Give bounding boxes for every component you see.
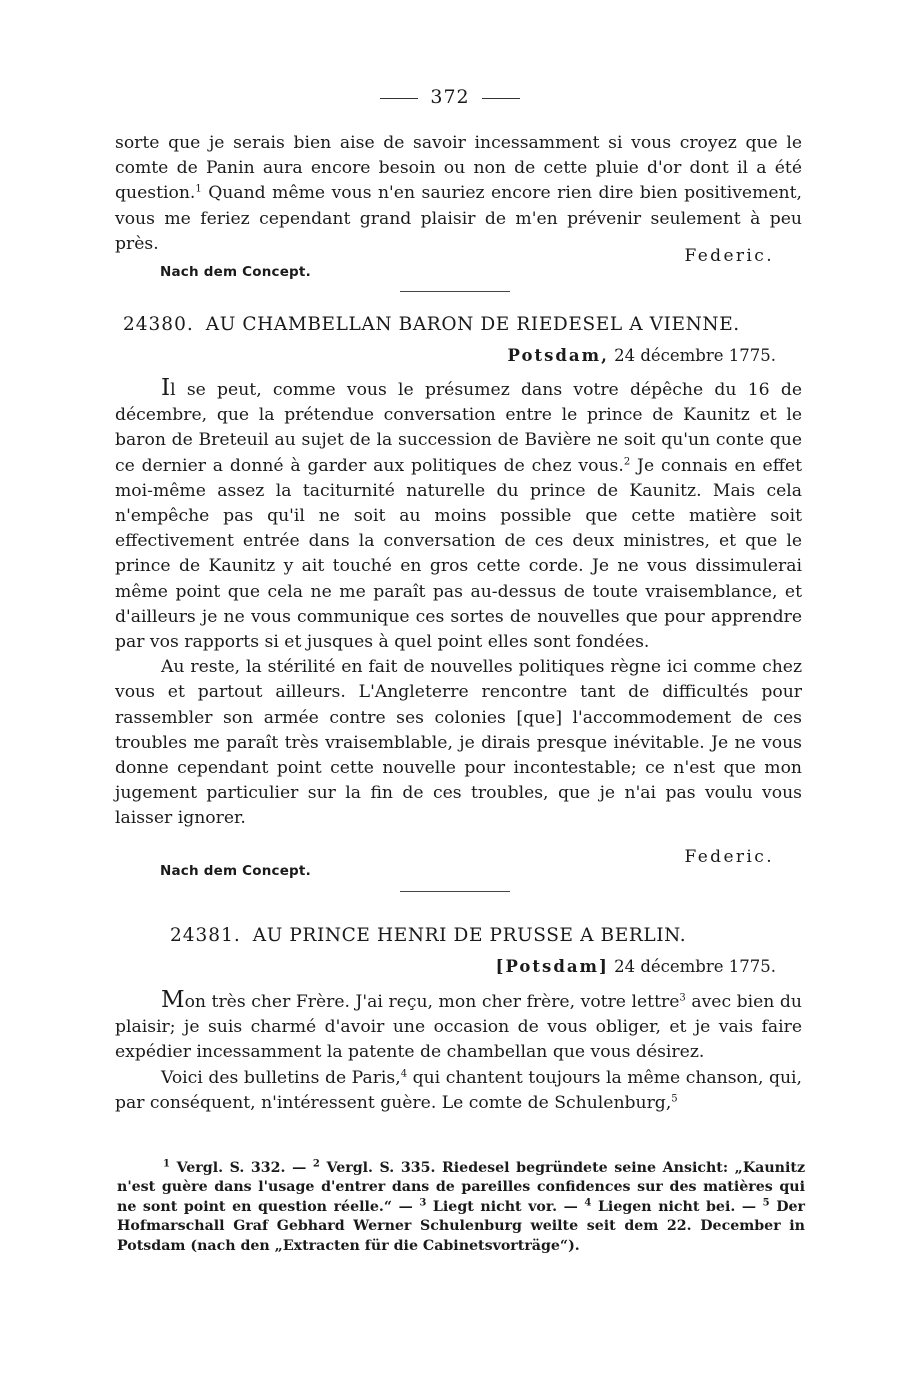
signature: Federic. bbox=[684, 246, 774, 266]
separator-rule bbox=[400, 291, 510, 292]
letter-title: AU CHAMBELLAN BARON DE RIEDESEL A VIENNE. bbox=[205, 314, 740, 335]
letter-date: 24 décembre 1775. bbox=[614, 346, 776, 365]
letter-body bbox=[115, 988, 802, 1116]
footnote-ref: 4 bbox=[400, 1067, 408, 1079]
footnote-marker: 1 bbox=[163, 1158, 170, 1170]
letter-continuation bbox=[115, 131, 802, 257]
footnote-ref: 1 bbox=[195, 183, 202, 195]
separator-rule bbox=[400, 891, 510, 892]
page-header bbox=[0, 86, 900, 108]
footnote-block: $^1$ Vergl. S. 332. — $^2$ Vergl. S. 335. Riedesel begründete seine Ansicht: „Kaunitz n'est guère dans l'usage d'entrer dans de pareilles confidences sur des matières qui ne sont point en question réelle.“ — $^3$ Liegt nicht vor. — $^4$ Liegen nicht bei. — $^5$ Der Hofmarschall Graf Gebhard Werner Schulenburg weilte seit dem 22. December in Potsdam (nach den „Extracten für die Cabinetsvorträge“). bbox=[117, 1158, 806, 1254]
header-dash-right bbox=[482, 98, 520, 99]
body-paragraph: Mon très cher Frère. J'ai reçu, mon cher frère, votre lettre$^3$ avec bien du plaisir; je suis charmé d'avoir une occasion de vous obliger, et je vais faire expédier incessamment la patente de chambellan que vous désirez. bbox=[115, 987, 802, 1063]
continuation-paragraph: sorte que je serais bien aise de savoir incessamment si vous croyez que le comte de Panin aura encore besoin ou non de cette pluie d'or dont il a été question.$^1$ Quand même vous n'en sauriez encore rien dire bien positivement, vous me feriez cependant grand plaisir de m'en prévenir seulement à peu près. bbox=[115, 133, 802, 254]
page-number: 372 bbox=[430, 86, 470, 108]
letter-heading bbox=[123, 314, 740, 335]
letter-dateline bbox=[508, 346, 776, 365]
source-note: Nach dem Concept. bbox=[160, 863, 311, 879]
dropcap: I bbox=[161, 375, 171, 401]
source-note: Nach dem Concept. bbox=[160, 264, 311, 280]
footnotes bbox=[117, 1159, 805, 1256]
footnote-marker: 4 bbox=[584, 1197, 592, 1209]
footnote-marker: 3 bbox=[419, 1197, 427, 1209]
letter-date: 24 décembre 1775. bbox=[614, 957, 776, 976]
header-dash-left bbox=[380, 98, 418, 99]
footnote-marker: 2 bbox=[312, 1158, 320, 1170]
letter-number: 24381. bbox=[170, 925, 241, 946]
letter-title: AU PRINCE HENRI DE PRUSSE A BERLIN. bbox=[252, 925, 687, 946]
footnote-ref: 2 bbox=[623, 455, 631, 467]
body-paragraph: Il se peut, comme vous le présumez dans votre dépêche du 16 de décembre, que la prétendue conversation entre le prince de Kaunitz et le baron de Breteuil au sujet de la succession de Bavière ne soit qu'un conte que ce dernier a donné à garder aux politiques de chez vous.$^2$ Je connais en effet moi-même assez la taciturnité naturelle du prince de Kaunitz. Mais cela n'empêche pas qu'il ne soit au moins possible que cette matière soit effectivement entrée dans la conversation de ces deux ministres, et que le prince de Kaunitz y ait touché en gros cette corde. Je ne vous dissimulerai même point que cela ne me paraît pas au-dessus de toute vraisemblance, et d'ailleurs je ne vous communique ces sortes de nouvelles que pour apprendre par vos rapports si et jusques à quel point elles sont fondées. bbox=[115, 375, 802, 653]
letter-place: [Potsdam] bbox=[495, 957, 609, 976]
letter-place: Potsdam, bbox=[507, 346, 609, 365]
footnote-ref: 5 bbox=[671, 1093, 678, 1105]
letter-dateline bbox=[496, 957, 776, 976]
body-paragraph: Voici des bulletins de Paris,$^4$ qui chantent toujours la même chanson, qui, par conséquent, n'intéressent guère. Le comte de Schulenburg,$^5$ bbox=[115, 1067, 802, 1113]
dropcap: M bbox=[161, 987, 185, 1013]
footnote-marker: 5 bbox=[762, 1197, 770, 1209]
footnote-ref: 3 bbox=[679, 992, 686, 1004]
body-paragraph: Au reste, la stérilité en fait de nouvelles politiques règne ici comme chez vous et partout ailleurs. L'Angleterre rencontre tant de difficultés pour rassembler son armée contre ses colonies [que] l'accommodement de ces troubles me paraît très vraisemblable, je dirais presque inévitable. Je ne vous donne cependant point cette nouvelle pour incontestable; ce n'est que mon jugement particulier sur la fin de ces troubles, que je n'ai pas voulu vous laisser ignorer. bbox=[115, 657, 802, 829]
letter-heading bbox=[170, 925, 686, 946]
letter-number: 24380. bbox=[123, 314, 194, 335]
letter-body bbox=[115, 376, 802, 832]
signature: Federic. bbox=[684, 847, 774, 867]
